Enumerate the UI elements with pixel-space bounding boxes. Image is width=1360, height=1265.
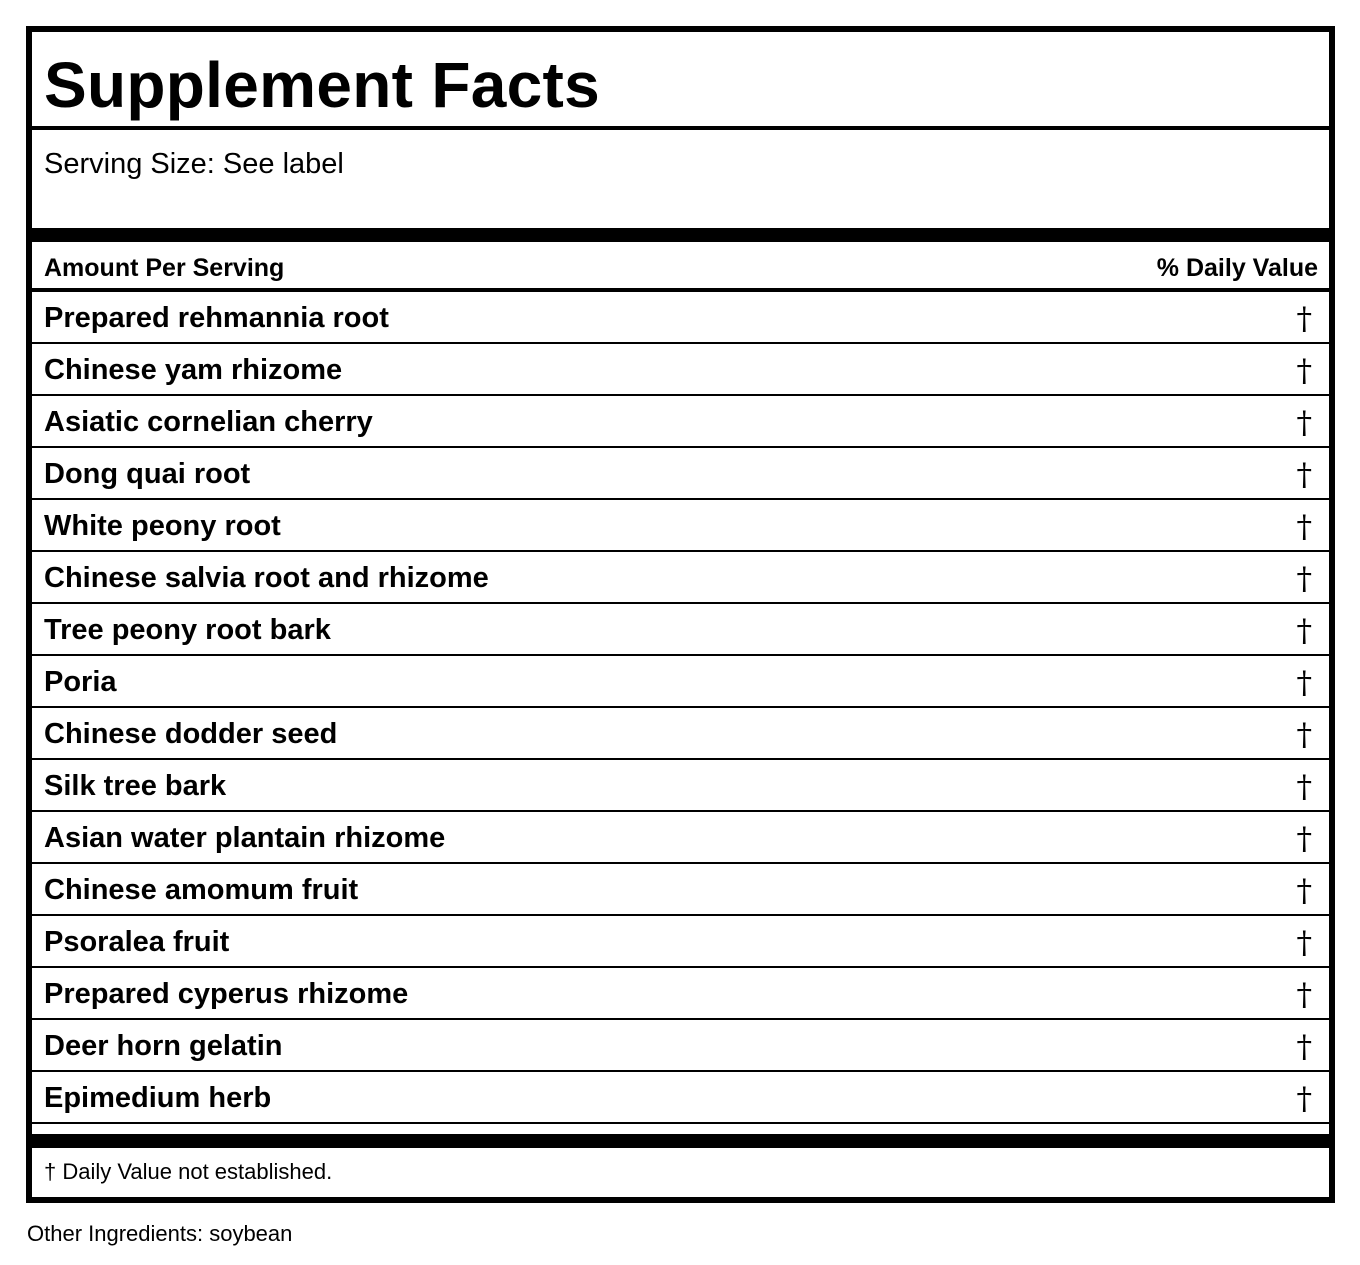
ingredient-daily-value: † (1296, 925, 1312, 961)
ingredient-name: Chinese amomum fruit (44, 874, 359, 906)
ingredient-name: Psoralea fruit (44, 926, 230, 958)
ingredient-daily-value: † (1296, 717, 1312, 753)
ingredient-daily-value: † (1296, 561, 1312, 597)
ingredient-row (32, 292, 1329, 344)
ingredient-daily-value: † (1296, 821, 1312, 857)
ingredient-name: Dong quai root (44, 458, 251, 490)
ingredient-row (32, 500, 1329, 552)
ingredient-name: Deer horn gelatin (44, 1030, 283, 1062)
ingredient-daily-value: † (1296, 613, 1312, 649)
ingredient-daily-value: † (1296, 1029, 1312, 1065)
ingredient-row (32, 864, 1329, 916)
ingredient-name: Asiatic cornelian cherry (44, 406, 373, 438)
ingredient-name: Epimedium herb (44, 1082, 272, 1114)
ingredient-name: Tree peony root bark (44, 614, 331, 646)
panel-title: Supplement Facts (44, 49, 601, 121)
ingredient-daily-value: † (1296, 769, 1312, 805)
table-header (32, 242, 1329, 292)
serving-size: Serving Size: See label (44, 148, 344, 180)
ingredient-row (32, 760, 1329, 812)
ingredient-row (32, 396, 1329, 448)
ingredient-row (32, 552, 1329, 604)
ingredient-row (32, 1020, 1329, 1072)
title-row (32, 32, 1329, 130)
ingredient-daily-value: † (1296, 301, 1312, 337)
ingredient-row (32, 344, 1329, 396)
ingredient-row (32, 916, 1329, 968)
ingredient-daily-value: † (1296, 457, 1312, 493)
ingredient-name: Poria (44, 666, 117, 698)
ingredient-row (32, 1072, 1329, 1124)
ingredient-daily-value: † (1296, 873, 1312, 909)
ingredient-name: Prepared cyperus rhizome (44, 978, 409, 1010)
ingredient-name: Chinese yam rhizome (44, 354, 343, 386)
ingredient-row (32, 708, 1329, 760)
footnote: † Daily Value not established. (44, 1159, 333, 1184)
ingredient-daily-value: † (1296, 977, 1312, 1013)
ingredient-row (32, 812, 1329, 864)
other-ingredients: Other Ingredients: soybean (27, 1221, 293, 1246)
ingredient-daily-value: † (1296, 509, 1312, 545)
ingredient-row (32, 968, 1329, 1020)
ingredient-name: Asian water plantain rhizome (44, 822, 446, 854)
daily-value-header: % Daily Value (1156, 254, 1318, 282)
ingredient-daily-value: † (1296, 353, 1312, 389)
thick-divider-top (32, 228, 1329, 242)
amount-per-serving-header: Amount Per Serving (44, 254, 285, 282)
supplement-facts-panel (26, 26, 1335, 1203)
ingredient-name: White peony root (44, 510, 281, 542)
thick-divider-bottom (32, 1134, 1329, 1148)
ingredient-row (32, 656, 1329, 708)
ingredient-daily-value: † (1296, 665, 1312, 701)
ingredient-row (32, 604, 1329, 656)
ingredient-name: Silk tree bark (44, 770, 227, 802)
ingredient-row (32, 448, 1329, 500)
ingredient-name: Chinese dodder seed (44, 718, 338, 750)
ingredient-name: Prepared rehmannia root (44, 302, 389, 334)
ingredient-name: Chinese salvia root and rhizome (44, 562, 489, 594)
ingredient-daily-value: † (1296, 405, 1312, 441)
ingredient-daily-value: † (1296, 1081, 1312, 1117)
ingredient-list (32, 292, 1329, 1124)
